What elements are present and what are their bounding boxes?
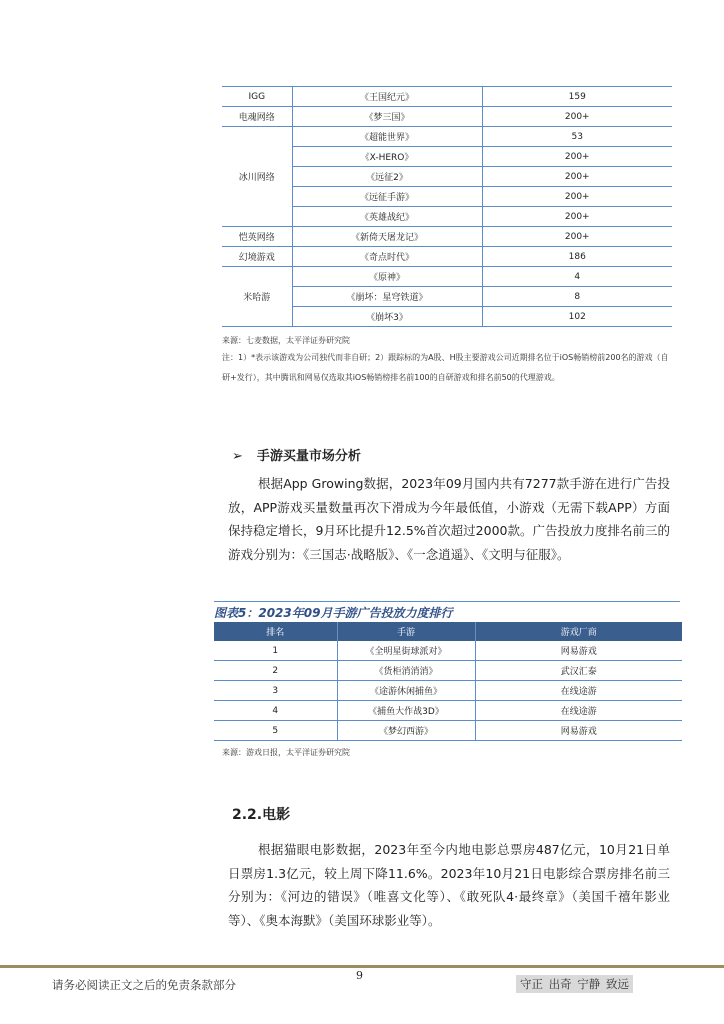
game-cell: 《英雄战纪》 bbox=[292, 207, 482, 227]
col-header-vendor: 游戏厂商 bbox=[475, 622, 682, 641]
vendor-cell: 网易游戏 bbox=[475, 641, 682, 661]
rank-cell: 200+ bbox=[482, 147, 672, 167]
table-row bbox=[214, 721, 682, 741]
col-header-rank: 排名 bbox=[214, 622, 337, 641]
figure-source: 来源：游戏日报，太平洋证券研究院 bbox=[222, 748, 350, 757]
rank-cell: 8 bbox=[482, 287, 672, 307]
table-note: 注：1）*表示该游戏为公司独代而非自研；2）跟踪标的为A股、H股主要游戏公司近期排名位于iOS畅销榜前200名的游戏（自研+发行），其中腾讯和网易仅选取其iOS畅销榜排名前100的自研游戏和排名前50的代理游戏。 bbox=[222, 353, 669, 382]
footer-disclaimer: 请务必阅读正文之后的免责条款部分 bbox=[52, 978, 236, 992]
game-cell: 《远征2》 bbox=[292, 167, 482, 187]
game-cell: 《超能世界》 bbox=[292, 127, 482, 147]
rank-cell: 186 bbox=[482, 247, 672, 267]
vendor-cell: 网易游戏 bbox=[475, 721, 682, 741]
company-cell: 恺英网络 bbox=[222, 227, 292, 247]
table-row bbox=[222, 127, 672, 147]
table-row bbox=[222, 247, 672, 267]
table-row bbox=[222, 87, 672, 107]
table-row bbox=[222, 227, 672, 247]
company-cell: 电魂网络 bbox=[222, 107, 292, 127]
rank-cell: 4 bbox=[482, 267, 672, 287]
figure-title: 图表5：2023年09月手游广告投放力度排行 bbox=[214, 601, 680, 621]
table-row bbox=[214, 641, 682, 661]
game-cell: 《远征手游》 bbox=[292, 187, 482, 207]
rank-cell: 200+ bbox=[482, 227, 672, 247]
section-heading-ad-market: ➢ 手游买量市场分析 bbox=[232, 449, 361, 464]
game-cell: 《梦幻西游》 bbox=[337, 721, 475, 741]
rank-cell: 200+ bbox=[482, 207, 672, 227]
rank-cell: 102 bbox=[482, 307, 672, 327]
game-cell: 《途游休闲捕鱼》 bbox=[337, 681, 475, 701]
table-row bbox=[214, 681, 682, 701]
ad-ranking-table bbox=[214, 622, 682, 741]
table-row bbox=[222, 267, 672, 287]
game-cell: 《新倚天屠龙记》 bbox=[292, 227, 482, 247]
table-row bbox=[214, 701, 682, 721]
game-cell: 《王国纪元》 bbox=[292, 87, 482, 107]
vendor-cell: 在线途游 bbox=[475, 701, 682, 721]
rank-cell: 4 bbox=[214, 701, 337, 721]
footer-motto: 守正 出奇 宁静 致远 bbox=[516, 975, 633, 993]
rank-cell: 200+ bbox=[482, 167, 672, 187]
company-cell: 米哈游 bbox=[222, 267, 292, 327]
table-row bbox=[222, 107, 672, 127]
game-cell: 《奇点时代》 bbox=[292, 247, 482, 267]
game-cell: 《捕鱼大作战3D》 bbox=[337, 701, 475, 721]
col-header-game: 手游 bbox=[337, 622, 475, 641]
company-cell: IGG bbox=[222, 87, 292, 107]
company-cell: 冰川网络 bbox=[222, 127, 292, 227]
game-cell: 《X-HERO》 bbox=[292, 147, 482, 167]
rank-cell: 53 bbox=[482, 127, 672, 147]
arrow-bullet-icon: ➢ bbox=[232, 449, 243, 464]
rank-cell: 200+ bbox=[482, 107, 672, 127]
section-heading-film: 2.2.电影 bbox=[232, 807, 291, 823]
game-cell: 《全明星街球派对》 bbox=[337, 641, 475, 661]
game-cell: 《原神》 bbox=[292, 267, 482, 287]
vendor-cell: 武汉汇泰 bbox=[475, 661, 682, 681]
footer-divider bbox=[0, 965, 724, 968]
game-cell: 《崩坏3》 bbox=[292, 307, 482, 327]
rank-cell: 3 bbox=[214, 681, 337, 701]
film-paragraph: 根据猫眼电影数据，2023年至今内地电影总票房487亿元，10月21日单日票房1.3亿元，较上周下降11.6%。2023年10月21日电影综合票房排名前三分别为：《河边的错误》（唯喜文化等）、《敢死队4·最终章》（美国千禧年影业等）、《奥本海默》（美国环球影业等）。 bbox=[228, 842, 670, 929]
page-number: 9 bbox=[356, 969, 363, 982]
rank-cell: 5 bbox=[214, 721, 337, 741]
game-ranking-table bbox=[222, 86, 672, 327]
game-cell: 《崩坏：星穹铁道》 bbox=[292, 287, 482, 307]
vendor-cell: 在线途游 bbox=[475, 681, 682, 701]
table-row bbox=[214, 661, 682, 681]
company-cell: 幻境游戏 bbox=[222, 247, 292, 267]
rank-cell: 159 bbox=[482, 87, 672, 107]
game-cell: 《货柜消消消》 bbox=[337, 661, 475, 681]
table-source: 来源：七麦数据，太平洋证券研究院 bbox=[222, 336, 350, 345]
rank-cell: 2 bbox=[214, 661, 337, 681]
rank-cell: 1 bbox=[214, 641, 337, 661]
rank-cell: 200+ bbox=[482, 187, 672, 207]
game-cell: 《梦三国》 bbox=[292, 107, 482, 127]
ad-market-paragraph: 根据App Growing数据，2023年09月国内共有7277款手游在进行广告投放，APP游戏买量数量再次下滑成为今年最低值，小游戏（无需下载APP）方面保持稳定增长，9月环比提升12.5%首次超过2000款。广告投放力度排名前三的游戏分别为：《三国志·战略版》、《一念逍遥》、《文明与征服》。 bbox=[228, 476, 670, 563]
